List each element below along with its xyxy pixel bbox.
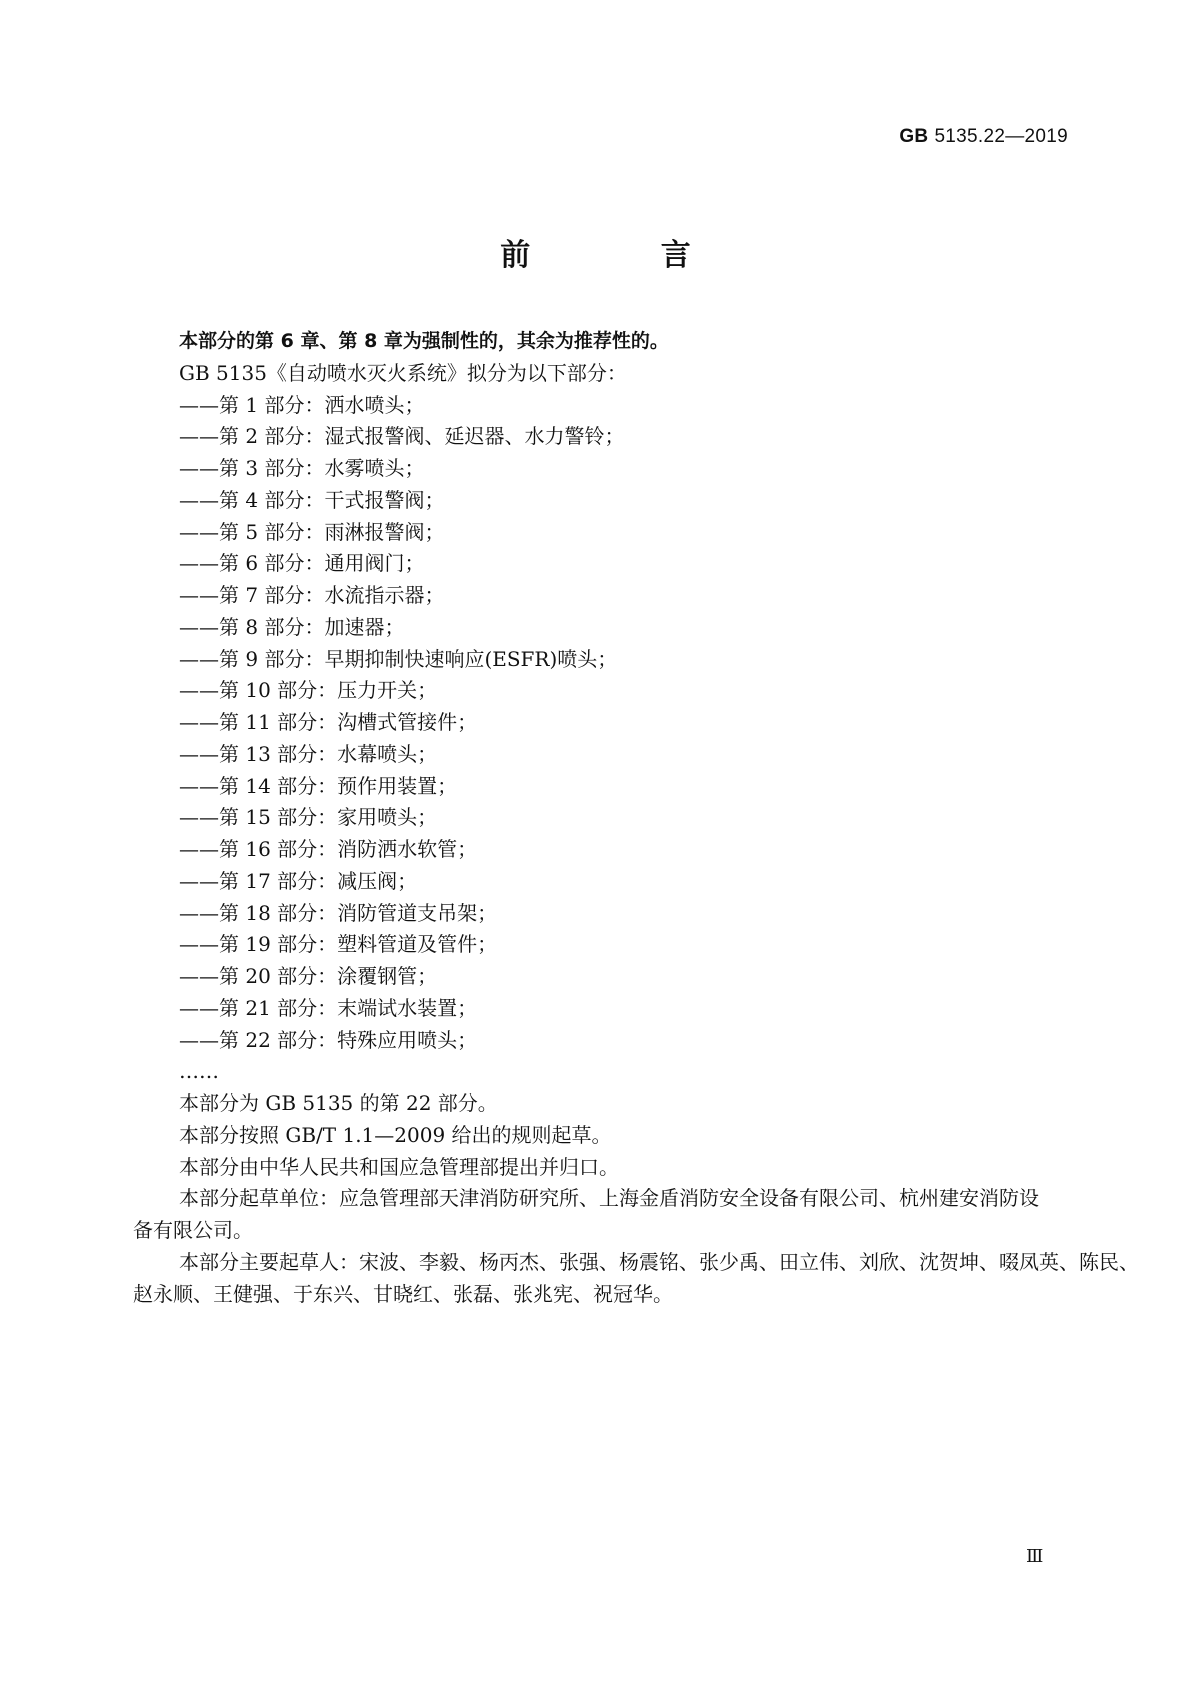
- intro-line: GB 5135《自动喷水灭火系统》拟分为以下部分：: [179, 360, 627, 385]
- part-list-item: ——第 15 部分：家用喷头；: [179, 805, 438, 830]
- part-list-item: ——第 4 部分：干式报警阀；: [179, 487, 445, 512]
- standard-number-header: [899, 126, 1068, 148]
- paragraph-proposed-by: 本部分由中华人民共和国应急管理部提出并归口。: [179, 1154, 619, 1179]
- part-list-item: ——第 3 部分：水雾喷头；: [179, 456, 425, 480]
- standard-number: 5135.22—2019: [934, 126, 1068, 147]
- paragraph-drafting-units-cont: 备有限公司。: [133, 1218, 253, 1242]
- part-list-item: ——第 21 部分：末端试水装置；: [179, 995, 478, 1020]
- ellipsis: ……: [179, 1059, 219, 1084]
- part-list-item: ——第 5 部分：雨淋报警阀；: [179, 519, 445, 544]
- part-list-item: ——第 7 部分：水流指示器；: [179, 583, 445, 607]
- part-list-item: ——第 8 部分：加速器；: [179, 614, 405, 639]
- part-list-item: ——第 6 部分：通用阀门；: [179, 551, 425, 576]
- part-list-item: ——第 14 部分：预作用装置；: [179, 773, 458, 798]
- part-list-item: ——第 16 部分：消防洒水软管；: [179, 837, 478, 861]
- part-list-item: ——第 11 部分：沟槽式管接件；: [179, 710, 478, 734]
- page-number: Ⅲ: [1026, 1546, 1044, 1567]
- paragraph-part-of: 本部分为 GB 5135 的第 22 部分。: [179, 1091, 498, 1115]
- part-list-item: ——第 9 部分：早期抑制快速响应(ESFR)喷头；: [179, 646, 618, 671]
- part-list-item: ——第 22 部分：特殊应用喷头；: [179, 1027, 478, 1052]
- parts-list: [133, 390, 1113, 1057]
- part-list-item: ——第 10 部分：压力开关；: [179, 678, 438, 703]
- paragraph-drafting-units: 本部分起草单位：应急管理部天津消防研究所、上海金盾消防安全设备有限公司、杭州建安消防设: [179, 1186, 1039, 1211]
- part-list-item: ——第 2 部分：湿式报警阀、延迟器、水力警铃；: [179, 424, 625, 449]
- part-list-item: ——第 1 部分：洒水喷头；: [179, 392, 425, 417]
- part-list-item: ——第 17 部分：减压阀；: [179, 868, 418, 893]
- paragraph-drafting-rules: 本部分按照 GB/T 1.1—2009 给出的规则起草。: [179, 1122, 612, 1147]
- part-list-item: ——第 18 部分：消防管道支吊架；: [179, 900, 498, 925]
- paragraph-drafters-cont: 赵永顺、王健强、于东兴、甘晓红、张磊、张兆宪、祝冠华。: [133, 1281, 673, 1306]
- part-list-item: ——第 13 部分：水幕喷头；: [179, 741, 438, 766]
- mandatory-statement: 本部分的第 6 章、第 8 章为强制性的，其余为推荐性的。: [179, 330, 669, 352]
- part-list-item: ——第 20 部分：涂覆钢管；: [179, 964, 438, 988]
- foreword-body: [133, 326, 1139, 1310]
- part-list-item: ——第 19 部分：塑料管道及管件；: [179, 932, 498, 957]
- paragraph-drafters: 本部分主要起草人：宋波、李毅、杨丙杰、张强、杨震铭、张少禹、田立伟、刘欣、沈贺坤、啜凤英、陈民、: [179, 1249, 1139, 1274]
- page-title: 前 言: [500, 238, 751, 273]
- standard-code: GB: [899, 126, 929, 147]
